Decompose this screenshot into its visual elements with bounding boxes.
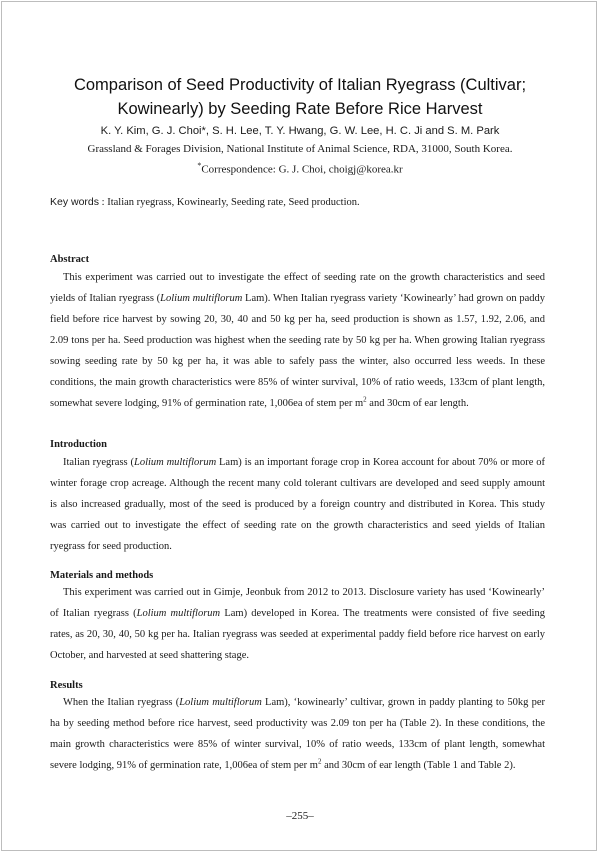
abstract-text-3: and 30cm of ear length. — [366, 398, 469, 409]
page-number: –255– — [286, 810, 314, 822]
affiliation: Grassland & Forages Division, National Institute of Animal Science, RDA, 31000, South Korea. — [87, 143, 513, 155]
abstract-text-1: This experiment was carried out to investigate the effect of seeding rate on the growth characteristics and seed yields of Italian ryegrass ( — [50, 272, 545, 304]
correspondence-text: Correspondence: G. J. Choi, choigj@korea.kr — [201, 163, 403, 176]
keywords — [50, 196, 560, 208]
keywords-text: Italian ryegrass, Kowinearly, Seeding rate, Seed production. — [107, 197, 360, 208]
results-species: Lolium multiflorum — [179, 697, 262, 708]
results-text-2: Lam), ‘kowinearly’ cultivar, grown in paddy planting to 50kg per ha by seeding method before rice harvest, seed productivity was 2.09 ton per ha (Table 2). In these conditions, the main growth characteristics were 85% of winter survival, 10% of ratio weeds, 133cm of plant length, somewhat severe lodging, 91% of germination rate, 1,006ea of stem per m — [50, 697, 545, 771]
methods-species: Lolium multiflorum — [136, 608, 221, 619]
introduction-body — [50, 452, 545, 557]
results-heading: Results — [50, 680, 83, 691]
paper-title-line-2: Kowinearly) by Seeding Rate Before Rice Harvest — [117, 100, 483, 118]
abstract-superscript: 2 — [363, 395, 367, 404]
results-text-3: and 30cm of ear length (Table 1 and Table 2). — [321, 760, 516, 771]
paper-title-line-1: Comparison of Seed Productivity of Italian Ryegrass (Cultivar; — [73, 76, 527, 94]
introduction-text-2: Lam) is an important forage crop in Korea account for about 70% or more of winter forage crop acreage. Although the recent many cold tolerant cultivars are developed and seed supply amount is also increased gradually, most of the seed is produced by a foreign country and distributed in Korea. This study was carried out to investigate the effect of seeding rate on the growth characteristics and seed yields of Italian ryegrass for seed production. — [50, 457, 545, 552]
correspondence-mark: * — [197, 161, 202, 170]
results-body — [50, 692, 545, 776]
abstract-species: Lolium multiflorum — [160, 293, 243, 304]
methods-body — [50, 582, 545, 666]
methods-text-1: This experiment was carried out in Gimje, Jeonbuk from 2012 to 2013. Disclosure variety has used ‘Kowinearly’ of Italian ryegrass ( — [50, 587, 545, 619]
correspondence — [20, 161, 580, 176]
author-list: K. Y. Kim, G. J. Choi*, S. H. Lee, T. Y. Hwang, G. W. Lee, H. C. Ji and S. M. Park — [100, 125, 500, 137]
abstract-heading: Abstract — [50, 254, 90, 265]
keywords-label: Key words — [50, 196, 100, 208]
introduction-heading: Introduction — [50, 439, 107, 450]
keywords-separator: : — [101, 197, 105, 208]
introduction-species: Lolium multiflorum — [133, 457, 217, 468]
abstract-body — [50, 267, 545, 414]
methods-text-2: Lam) developed in Korea. The treatments were consisted of five seeding rates, as 20, 30, 40, 50 kg per ha. Italian ryegrass was seeded at experimental paddy field before rice harvest on early October, and harvested at seed shattering stage. — [50, 608, 545, 661]
introduction-text-1: Italian ryegrass ( — [63, 457, 134, 468]
results-superscript: 2 — [317, 757, 322, 766]
abstract-text-2: Lam). When Italian ryegrass variety ‘Kowinearly’ had grown on paddy field before rice harvest by sowing 20, 30, 40 and 50 kg per ha, seed production is shown as 1.57, 1.92, 2.06, and 2.09 tons per ha. Seed production was highest when the seeding rate by 50 kg per ha. When growing Italian ryegrass sowing seeding rate by 50 kg per ha, it was able to safely pass the winter, also occurred less weeds. In these conditions, the main growth characteristics were 85% of winter survival, 10% of ratio weeds, 133cm of plant length, somewhat severe lodging, 91% of germination rate, 1,006ea of stem per m — [50, 293, 545, 409]
results-text-1: When the Italian ryegrass ( — [63, 697, 180, 708]
methods-heading: Materials and methods — [50, 570, 154, 581]
